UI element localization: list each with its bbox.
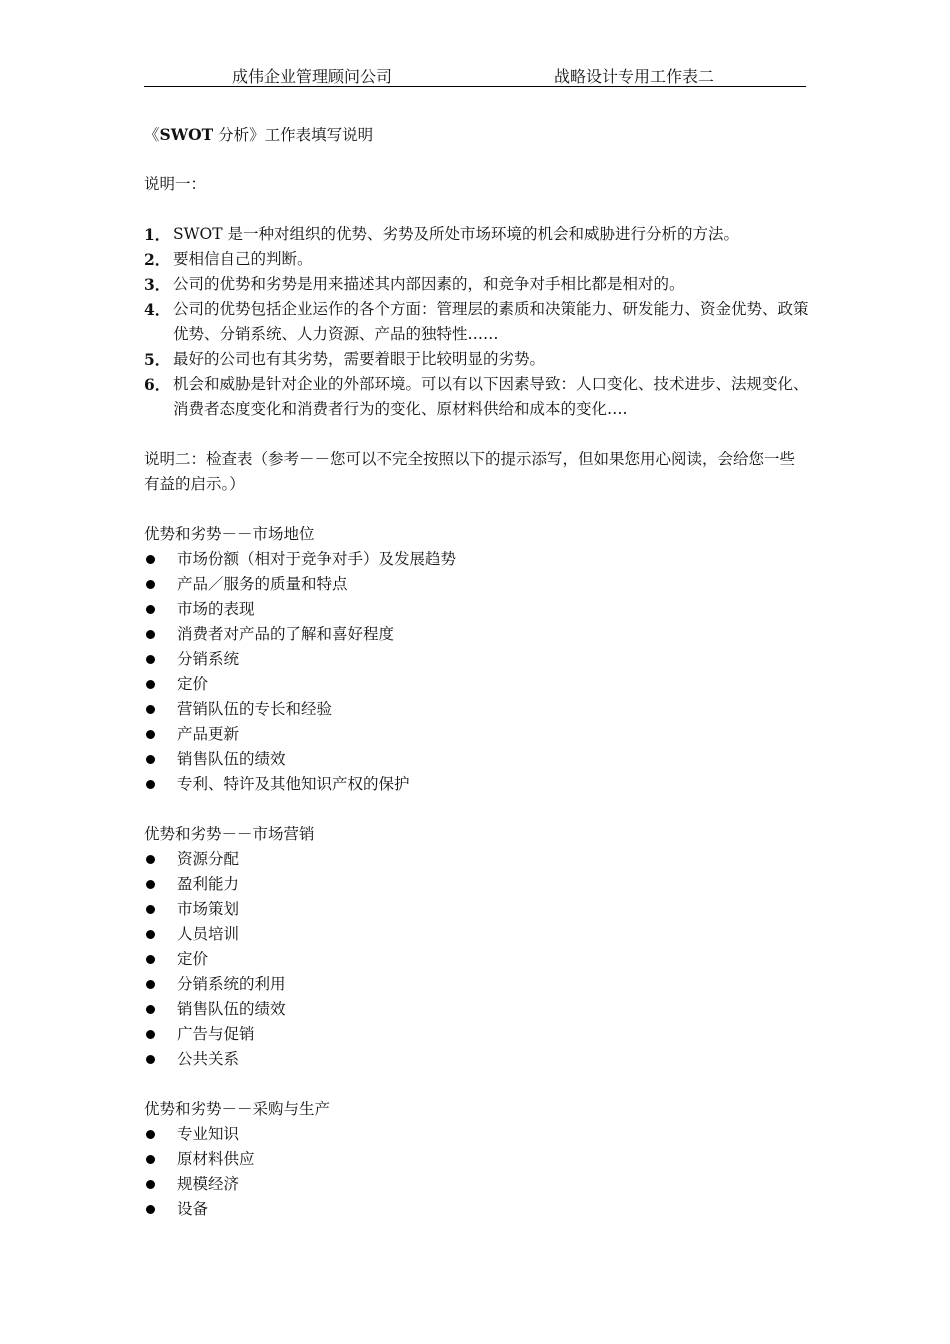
list-item-text: 产品更新 — [177, 725, 240, 743]
document-body — [144, 122, 809, 1222]
note1-item — [144, 272, 809, 297]
list-item-text: 资源分配 — [177, 850, 240, 868]
list-item — [144, 1197, 809, 1222]
bullet-icon — [146, 905, 155, 914]
note1-item — [144, 297, 809, 347]
list-item — [144, 947, 809, 972]
list-item — [144, 897, 809, 922]
item-number: 4． — [144, 300, 171, 319]
list-item-text: 产品／服务的质量和特点 — [177, 575, 348, 593]
list-item-text: 人员培训 — [177, 925, 240, 943]
bullet-icon — [146, 1130, 155, 1139]
bullet-icon — [146, 680, 155, 689]
bullet-icon — [146, 880, 155, 889]
list-item-text: 市场策划 — [177, 900, 240, 918]
list-item-text: 专业知识 — [177, 1125, 240, 1143]
list-item-text: 原材料供应 — [177, 1150, 255, 1168]
list-item-text: 销售队伍的绩效 — [177, 1000, 286, 1018]
list-item-text: 专利、特许及其他知识产权的保护 — [177, 775, 410, 793]
list-item-text: 定价 — [177, 950, 209, 968]
list-item — [144, 1147, 809, 1172]
list-item-text: 设备 — [177, 1200, 209, 1218]
bullet-icon — [146, 980, 155, 989]
list-item-text: 广告与促销 — [177, 1025, 255, 1043]
list-item — [144, 972, 809, 997]
list-item — [144, 672, 809, 697]
checklist-market-position — [144, 547, 809, 797]
list-item — [144, 772, 809, 797]
bullet-icon — [146, 1005, 155, 1014]
list-item — [144, 647, 809, 672]
bullet-icon — [146, 655, 155, 664]
list-item — [144, 697, 809, 722]
bullet-icon — [146, 780, 155, 789]
note1-item — [144, 222, 809, 247]
list-item-text: 规模经济 — [177, 1175, 240, 1193]
item-text: 最好的公司也有其劣势，需要着眼于比较明显的劣势。 — [173, 350, 546, 368]
list-item — [144, 547, 809, 572]
item-number: 2． — [144, 250, 171, 269]
list-item-text: 消费者对产品的了解和喜好程度 — [177, 625, 395, 643]
bullet-icon — [146, 1205, 155, 1214]
list-item — [144, 1172, 809, 1197]
list-item-text: 盈利能力 — [177, 875, 240, 893]
bullet-icon — [146, 630, 155, 639]
bullet-icon — [146, 730, 155, 739]
bullet-icon — [146, 755, 155, 764]
bullet-icon — [146, 1155, 155, 1164]
list-item-text: 市场的表现 — [177, 600, 255, 618]
note1-list — [144, 222, 809, 422]
item-text: 要相信自己的判断。 — [173, 250, 313, 268]
checklist-marketing — [144, 847, 809, 1072]
list-item-text: 定价 — [177, 675, 209, 693]
section-heading: 优势和劣势－－市场营销 — [144, 825, 315, 843]
item-text: 公司的优势包括企业运作的各个方面：管理层的素质和决策能力、研发能力、资金优势、政策优势、分销系统、人力资源、产品的独特性…… — [173, 300, 809, 343]
bullet-icon — [146, 555, 155, 564]
note1-heading: 说明一： — [144, 175, 207, 193]
item-number: 5． — [144, 350, 171, 369]
list-item — [144, 597, 809, 622]
title-latin: SWOT — [159, 125, 214, 144]
section-heading: 优势和劣势－－市场地位 — [144, 525, 315, 543]
list-item — [144, 622, 809, 647]
note1-item — [144, 347, 809, 372]
bullet-icon — [146, 1180, 155, 1189]
bullet-icon — [146, 855, 155, 864]
item-number: 6． — [144, 375, 171, 394]
list-item — [144, 997, 809, 1022]
item-number: 3． — [144, 275, 171, 294]
bullet-icon — [146, 930, 155, 939]
bullet-icon — [146, 1030, 155, 1039]
list-item-text: 营销队伍的专长和经验 — [177, 700, 333, 718]
document-title — [144, 122, 809, 147]
list-item-text: 分销系统的利用 — [177, 975, 286, 993]
list-item — [144, 872, 809, 897]
title-rest: 分析》工作表填写说明 — [213, 126, 374, 144]
list-item — [144, 572, 809, 597]
list-item — [144, 847, 809, 872]
list-item — [144, 1122, 809, 1147]
note2-text: 说明二：检查表（参考－－您可以不完全按照以下的提示添写，但如果您用心阅读，会给您一些有益的启示。） — [144, 450, 796, 493]
list-item-text: 销售队伍的绩效 — [177, 750, 286, 768]
list-item-text: 市场份额（相对于竞争对手）及发展趋势 — [177, 550, 457, 568]
item-text: 机会和威胁是针对企业的外部环境。可以有以下因素导致：人口变化、技术进步、法规变化、消费者态度变化和消费者行为的变化、原材料供给和成本的变化…. — [173, 375, 809, 418]
bullet-icon — [146, 705, 155, 714]
list-item — [144, 1022, 809, 1047]
list-item — [144, 1047, 809, 1072]
bullet-icon — [146, 1055, 155, 1064]
bullet-icon — [146, 605, 155, 614]
list-item-text: 分销系统 — [177, 650, 240, 668]
item-text: SWOT 是一种对组织的优势、劣势及所处市场环境的机会和威胁进行分析的方法。 — [173, 225, 740, 243]
note1-item — [144, 372, 809, 422]
list-item — [144, 922, 809, 947]
bullet-icon — [146, 955, 155, 964]
bullet-icon — [146, 580, 155, 589]
header-worksheet: 战略设计专用工作表二 — [554, 67, 715, 86]
item-text: 公司的优势和劣势是用来描述其内部因素的，和竞争对手相比都是相对的。 — [173, 275, 685, 293]
checklist-purchasing-production — [144, 1122, 809, 1222]
list-item — [144, 722, 809, 747]
list-item-text: 公共关系 — [177, 1050, 240, 1068]
item-number: 1． — [144, 225, 171, 244]
page-header — [144, 62, 806, 87]
list-item — [144, 747, 809, 772]
header-company: 成伟企业管理顾问公司 — [232, 67, 393, 86]
section-heading: 优势和劣势－－采购与生产 — [144, 1100, 331, 1118]
note1-item — [144, 247, 809, 272]
title-prefix: 《 — [144, 126, 160, 144]
